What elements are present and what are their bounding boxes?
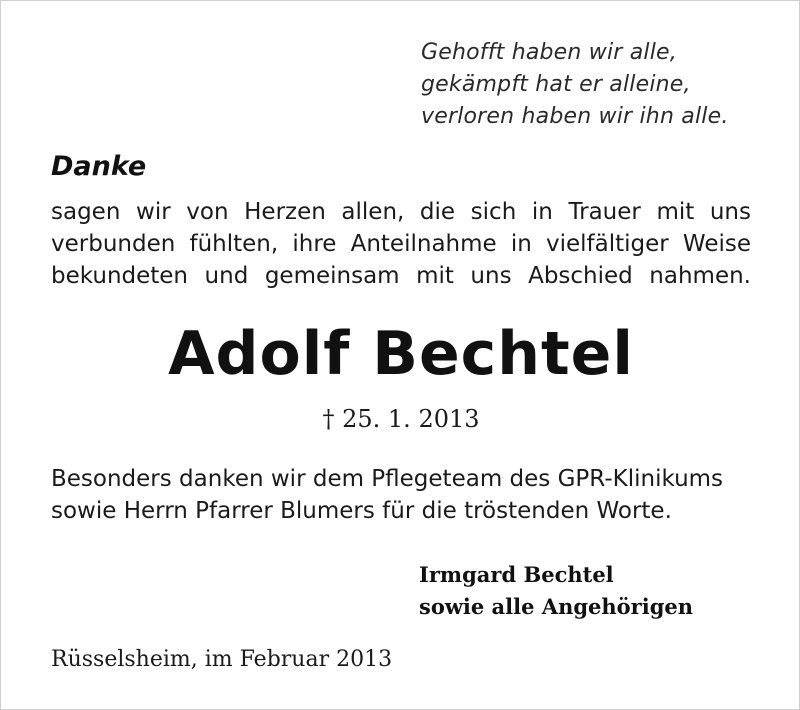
thanks-line: verbunden fühlten, ihre Anteilnahme in vielfältiger Weise (51, 231, 751, 257)
thanks-line: sagen wir von Herzen allen, die sich in Trauer mit uns (51, 199, 751, 225)
death-date: † 25. 1. 2013 (322, 405, 480, 433)
signatory-line: sowie alle Angehörigen (419, 594, 694, 619)
signatory-line: Irmgard Bechtel (419, 562, 614, 587)
epitaph-line: gekämpft hat er alleine, (421, 72, 691, 97)
special-thanks-line: sowie Herrn Pfarrer Blumers für die tröstenden Worte. (51, 498, 672, 524)
epitaph-line: verloren haben wir ihn alle. (421, 104, 729, 129)
epitaph-line: Gehofft haben wir alle, (421, 40, 677, 65)
deceased-name: Adolf Bechtel (168, 319, 634, 389)
signatories (419, 559, 693, 623)
special-thanks-paragraph (51, 463, 771, 527)
thanks-heading: Danke (51, 151, 147, 182)
thanks-line: bekundeten und gemeinsam mit uns Abschied nahmen. (51, 263, 751, 289)
epitaph-quote (421, 37, 729, 133)
place-and-date: Rüsselsheim, im Februar 2013 (51, 647, 393, 672)
thanks-paragraph (51, 196, 751, 292)
special-thanks-line: Besonders danken wir dem Pflegeteam des GPR-Klinikums (51, 466, 724, 492)
